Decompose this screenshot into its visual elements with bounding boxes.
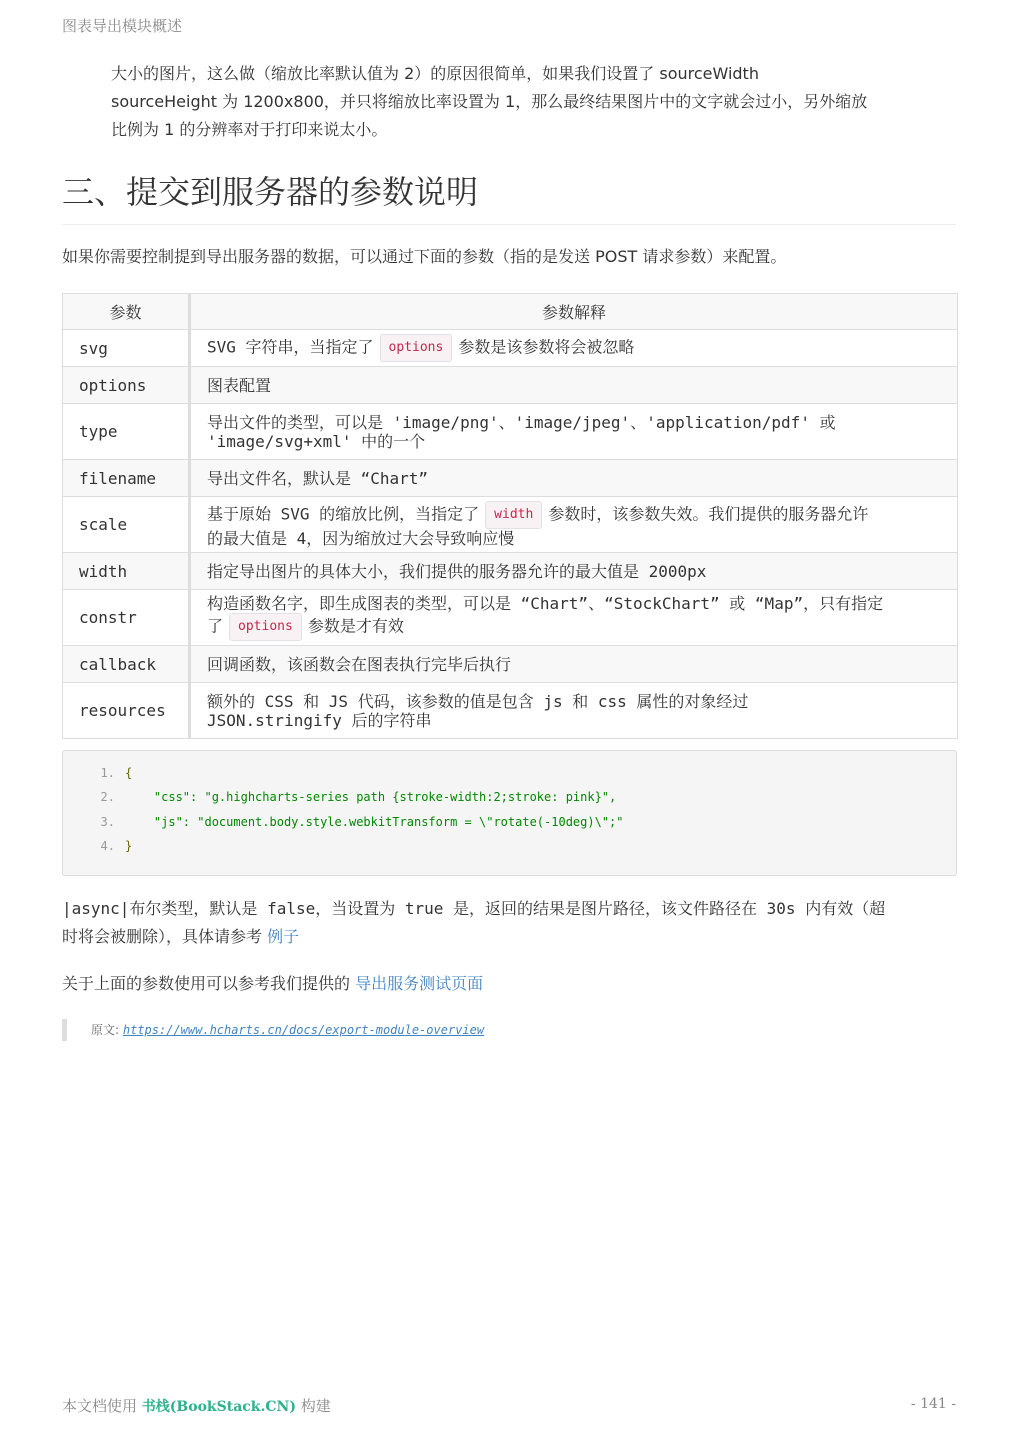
export-test-page-link[interactable]: 导出服务测试页面 [355,974,484,993]
table-row [63,590,958,646]
inline-code: options [229,613,302,641]
desc-text: 参数时，该参数失效。我们提供的服务器允许 [548,504,869,524]
section-title: 三、提交到服务器的参数说明 [62,170,956,225]
intro-line-1: 大小的图片，这么做（缩放比率默认值为 2）的原因很简单，如果我们设置了 sourceWidth [111,64,759,83]
table-row [63,330,958,367]
inline-code: width [485,501,542,529]
param-name: resources [63,683,190,739]
param-name: width [63,553,190,590]
param-desc: 导出文件名，默认是 “Chart” [190,460,958,497]
desc-text: 基于原始 SVG 的缩放比例，当指定了 [207,504,480,524]
param-desc: 图表配置 [190,367,958,404]
param-name: type [63,404,190,460]
table-row [63,460,958,497]
code-text: "js": "document.body.style.webkitTransform = \"rotate(-10deg)\";" [125,815,624,829]
param-desc: 指定导出图片的具体大小，我们提供的服务器允许的最大值是 2000px [190,553,958,590]
source-link[interactable]: https://www.hcharts.cn/docs/export-module-overview [122,1023,485,1037]
reference-paragraph [62,970,956,998]
bookstack-link[interactable]: 书栈(BookStack.CN) [141,1399,296,1415]
header-desc: 参数解释 [190,294,958,330]
table-row [63,646,958,683]
inline-code: options [380,334,453,362]
reference-text: 关于上面的参数使用可以参考我们提供的 [62,974,351,993]
param-name: svg [63,330,190,367]
desc-text: 参数是该参数将会被忽略 [458,337,635,357]
footer-credit [62,1395,331,1416]
desc-text: 参数是才有效 [307,616,404,636]
param-desc [190,497,958,553]
param-desc [190,590,958,646]
param-name: scale [63,497,190,553]
desc-text: 构造函数名字，即生成图表的类型，可以是 “Chart”、“StockChart” 或 “Map”，只有指定 [207,594,884,613]
intro-paragraph [111,60,956,144]
code-text: { [125,766,133,780]
code-block [62,750,957,876]
code-line [63,834,132,858]
table-row [63,404,958,460]
param-desc [190,404,958,460]
line-number: 3. [100,815,115,829]
desc-text: JSON.stringify 后的字符串 [207,710,432,730]
code-line [63,785,616,809]
param-name: filename [63,460,190,497]
param-desc: 回调函数，该函数会在图表执行完毕后执行 [190,646,958,683]
intro-line-3: 比例为 1 的分辨率对于打印来说太小。 [111,120,388,139]
table-header-row [63,294,958,330]
intro-line-2: sourceHeight 为 1200x800，并只将缩放比率设置为 1，那么最终结果图片中的文字就会过小，另外缩放 [111,92,868,111]
header-param: 参数 [63,294,190,330]
desc-text: 导出文件的类型，可以是 'image/png'、'image/jpeg'、'application/pdf' 或 [207,412,836,432]
async-paragraph [62,895,956,951]
param-name: options [63,367,190,404]
code-line [63,810,624,834]
section-lead: 如果你需要控制提到导出服务器的数据，可以通过下面的参数（指的是发送 POST 请求参数）来配置。 [62,247,787,266]
source-label: 原文: [91,1023,120,1037]
code-text: } [125,839,133,853]
desc-text: 了 [207,616,224,636]
footer-post: 构建 [300,1397,331,1415]
async-line-2: 时将会被删除），具体请参考 [62,927,263,946]
async-line-1: |async|布尔类型，默认是 false，当设置为 true 是，返回的结果是图片路径，该文件路径在 30s 内有效（超 [62,899,886,918]
code-text: "css": "g.highcharts-series path {stroke-width:2;stroke: pink}", [125,790,617,804]
params-table [62,293,958,739]
line-number: 2. [100,790,115,804]
param-name: constr [63,590,190,646]
line-number: 4. [100,839,115,853]
table-row [63,367,958,404]
desc-text: 的最大值是 4，因为缩放过大会导致响应慢 [207,529,515,548]
param-desc [190,330,958,367]
table-row [63,497,958,553]
desc-text: 'image/svg+xml' 中的一个 [207,431,426,451]
param-name: callback [63,646,190,683]
page-number: - 141 - [910,1396,956,1412]
running-header: 图表导出模块概述 [62,17,183,35]
table-row [63,553,958,590]
example-link[interactable]: 例子 [267,927,300,946]
desc-text: SVG 字符串，当指定了 [207,337,374,357]
line-number: 1. [100,766,115,780]
table-row [63,683,958,739]
code-line [63,761,132,785]
desc-text: 额外的 CSS 和 JS 代码，该参数的值是包含 js 和 css 属性的对象经过 [207,691,749,711]
param-desc [190,683,958,739]
footer-pre: 本文档使用 [62,1397,138,1415]
source-quote [62,1019,952,1041]
